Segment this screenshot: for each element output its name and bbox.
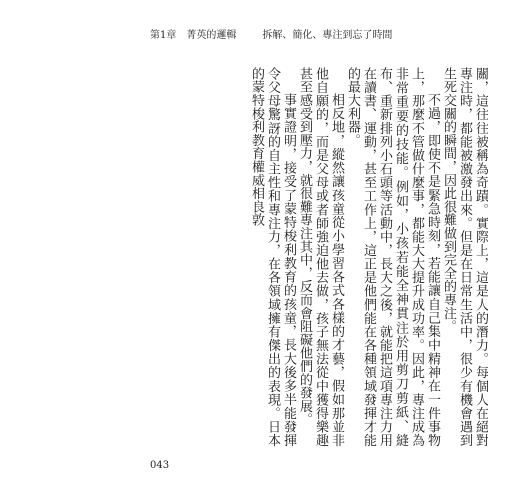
paragraph: 相反地，縱然讓孩童從小學習各式各樣的才藝，假如那並非他自願的，而是父母或者師強迫他去做，孩子無法從中獲得樂趣甚至感受到壓力，就很難專注其中，反而會阻礙他們的發展。 bbox=[297, 67, 344, 447]
section-title: 拆解、簡化、專注到忘了時間 bbox=[262, 30, 393, 41]
paragraph: 事實證明，接受了蒙特梭利教育的孩童，長大後多半能發揮令父母驚訝的自主性和專注力，在各領域擁有傑出的表現。日本的蒙特梭利教育權威相良敦 bbox=[249, 67, 296, 447]
paragraph: 關，這往往被稱為奇蹟。實際上，這是人的潛力。每個人在絕對專注時，都能被激發出來。但是在日常生活中，很少有機會遇到生死交關的瞬間，因此很難做到完全的專注。 bbox=[441, 67, 488, 447]
paragraph: 不過，即使不是緊急時刻，若能讓自己集中精神在一件事物上，那麼不管做什麼事，都能大大提升成功率。因此，專注成為非常重要的技能。例如，小孩若能全神貫注於用剪刀剪紙、縫布、重新排列小石頭等活動中，長大之後，就能把這項專注力用在讀書、運動，甚至工作上，這正是他們能在各種領域發揮才能的最大利器。 bbox=[345, 67, 440, 447]
page-number: 043 bbox=[150, 460, 170, 471]
chapter-title: 第1章 菁英的邏輯 bbox=[150, 30, 237, 41]
vertical-body-text bbox=[178, 67, 488, 447]
running-header bbox=[150, 30, 400, 42]
